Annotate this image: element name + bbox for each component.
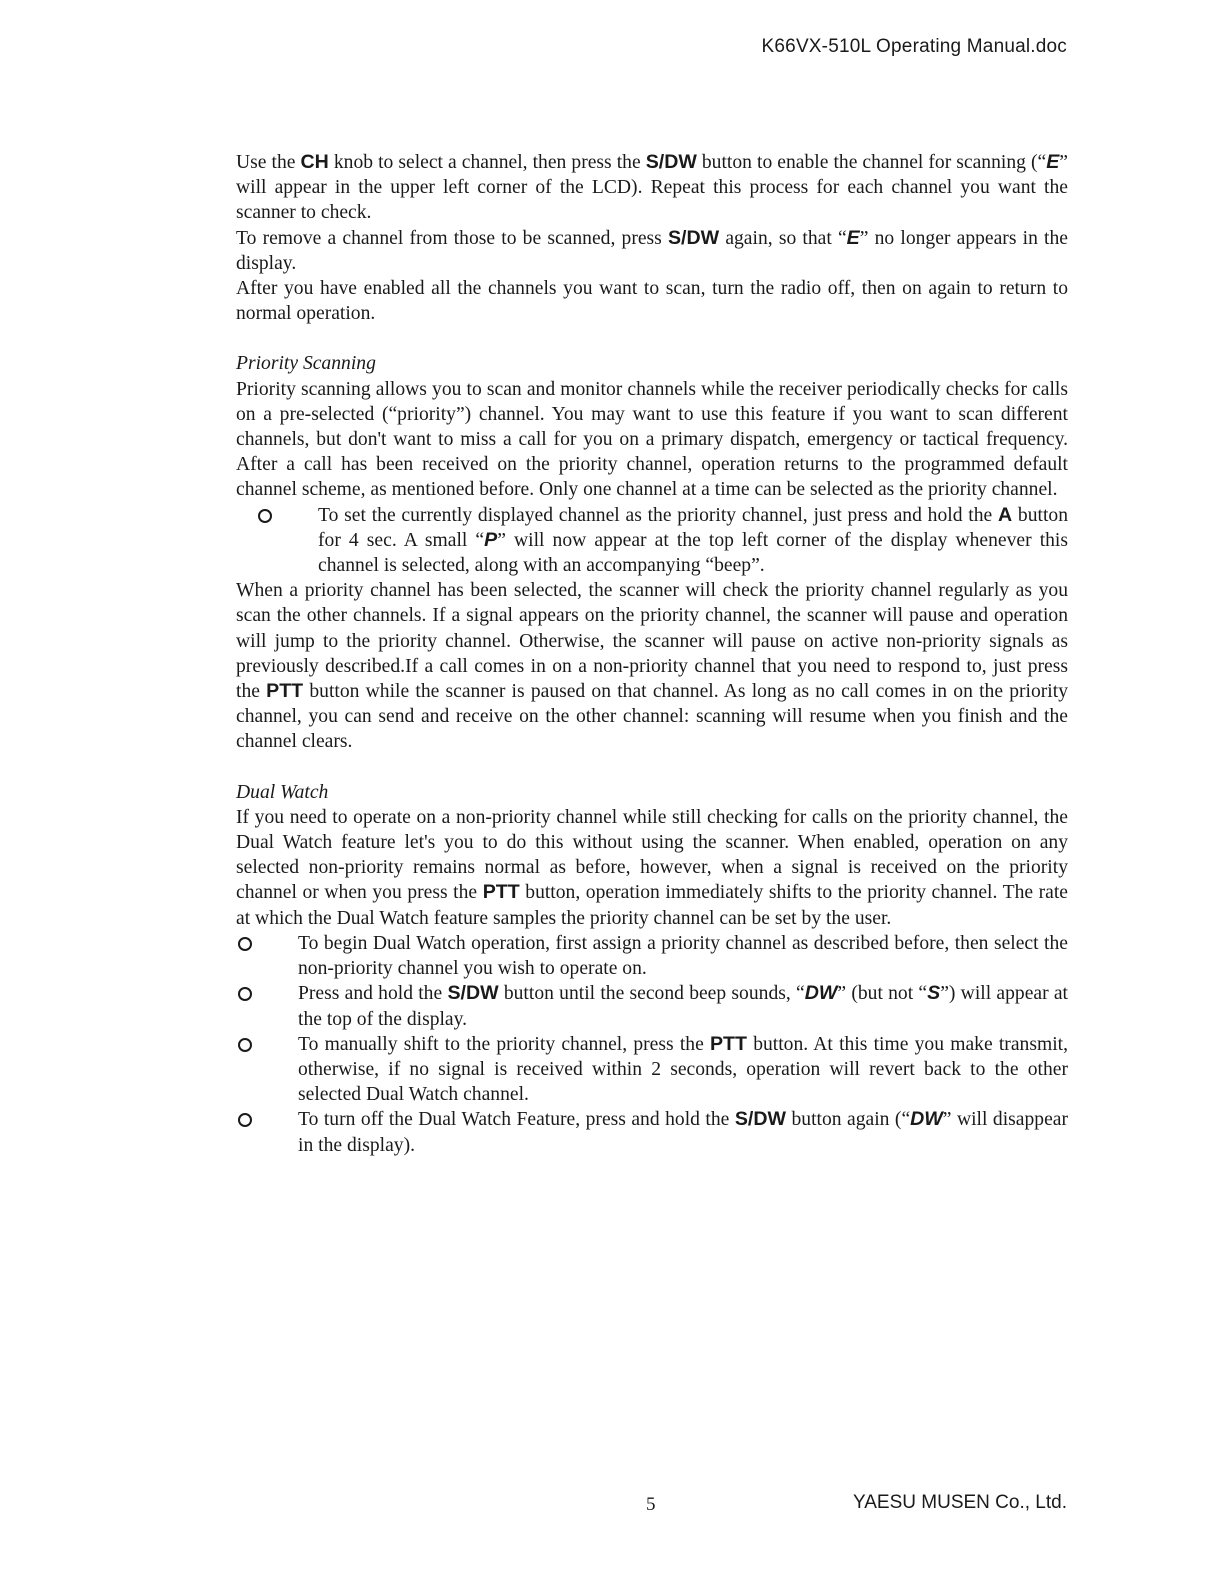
lcd-symbol-dw: DW <box>804 982 838 1005</box>
key-label-ptt: PTT <box>266 680 304 703</box>
intro-paragraph-2: To remove a channel from those to be scanned, press S/DW again, so that “E” no longer appears in the display. <box>236 226 1068 274</box>
circle-bullet-icon <box>238 1113 252 1127</box>
key-label-sdw: S/DW <box>734 1108 786 1131</box>
lcd-symbol-e: E <box>846 226 860 249</box>
key-label-sdw: S/DW <box>667 226 720 249</box>
document-header-title: K66VX-510L Operating Manual.doc <box>761 36 1067 57</box>
section-heading-priority-scanning: Priority Scanning <box>236 353 376 375</box>
lcd-symbol-dw: DW <box>910 1108 943 1131</box>
page-number: 5 <box>646 1494 656 1515</box>
key-label-ptt: PTT <box>709 1032 747 1055</box>
dual-watch-bullet-1: To begin Dual Watch operation, first assign a priority channel as described before, then select the non-priority channel you wish to operate on. <box>236 931 1068 981</box>
footer-company-name: YAESU MUSEN Co., Ltd. <box>853 1492 1067 1513</box>
section-heading-dual-watch: Dual Watch <box>236 781 329 803</box>
circle-bullet-icon <box>238 1038 252 1052</box>
dual-watch-bullet-4: To turn off the Dual Watch Feature, press and hold the S/DW button again (“DW” will disappear in the display). <box>236 1107 1068 1157</box>
priority-paragraph-2: When a priority channel has been selected, the scanner will check the priority channel regularly as you scan the other channels. If a signal appears on the priority channel, the scanner will pause and operation will jump to the priority channel. Otherwise, the scanner will pause on active non-priority signals as previously described.If a call comes in on a non-priority channel that you need to respond to, just press the PTT button while the scanner is paused on that channel. As long as no call comes in on the priority channel, you can send and receive on the other channel: scanning will resume when you finish and the channel clears. <box>236 580 1068 753</box>
priority-bullet-1: To set the currently displayed channel as the priority channel, just press and hold the A button for 4 sec. A small “P” will now appear at the top left corner of the display whenever this channel is selected, along with an accompanying “beep”. <box>256 503 1068 579</box>
key-label-ptt: PTT <box>482 881 520 904</box>
intro-paragraph-1: Use the CH knob to select a channel, then press the S/DW button to enable the channel for scanning (“E” will appear in the upper left corner of the LCD). Repeat this process for each channel you want the scanner to check. <box>236 151 1068 224</box>
dual-watch-bullet-2: Press and hold the S/DW button until the second beep sounds, “DW” (but not “S”) will appear at the top of the display. <box>236 981 1068 1031</box>
lcd-symbol-e: E <box>1046 151 1060 173</box>
key-label-sdw: S/DW <box>447 982 499 1005</box>
lcd-symbol-s: S <box>927 982 941 1005</box>
lcd-symbol-p: P <box>484 528 498 551</box>
page-body <box>236 150 1068 1158</box>
priority-paragraph-1: Priority scanning allows you to scan and monitor channels while the receiver periodically checks for calls on a pre-selected (“priority”) channel. You may want to use this feature if you want to scan different channels, but don't want to miss a call for you on a primary dispatch, emergency or tactical frequency. After a call has been received on the priority channel, operation returns to the programmed default channel scheme, as mentioned before. Only one channel at a time can be selected as the priority channel. <box>236 378 1068 501</box>
key-label-a: A <box>997 503 1013 526</box>
key-label-sdw: S/DW <box>645 151 697 173</box>
dual-watch-paragraph-1: If you need to operate on a non-priority channel while still checking for calls on the priority channel, the Dual Watch feature let's you to do this without using the scanner. When enabled, operation on any selected non-priority remains normal as before, however, when a signal is received on the priority channel or when you press the PTT button, operation immediately shifts to the priority channel. The rate at which the Dual Watch feature samples the priority channel can be set by the user. <box>236 806 1068 929</box>
key-label-ch: CH <box>300 151 329 173</box>
intro-paragraph-3: After you have enabled all the channels you want to scan, turn the radio off, then on again to return to normal operation. <box>236 278 1068 325</box>
circle-bullet-icon <box>238 987 252 1001</box>
circle-bullet-icon <box>238 937 252 951</box>
dual-watch-bullet-3: To manually shift to the priority channel, press the PTT button. At this time you make transmit, otherwise, if no signal is received within 2 seconds, operation will revert back to the other selected Dual Watch channel. <box>236 1032 1068 1108</box>
circle-bullet-icon <box>258 509 272 523</box>
